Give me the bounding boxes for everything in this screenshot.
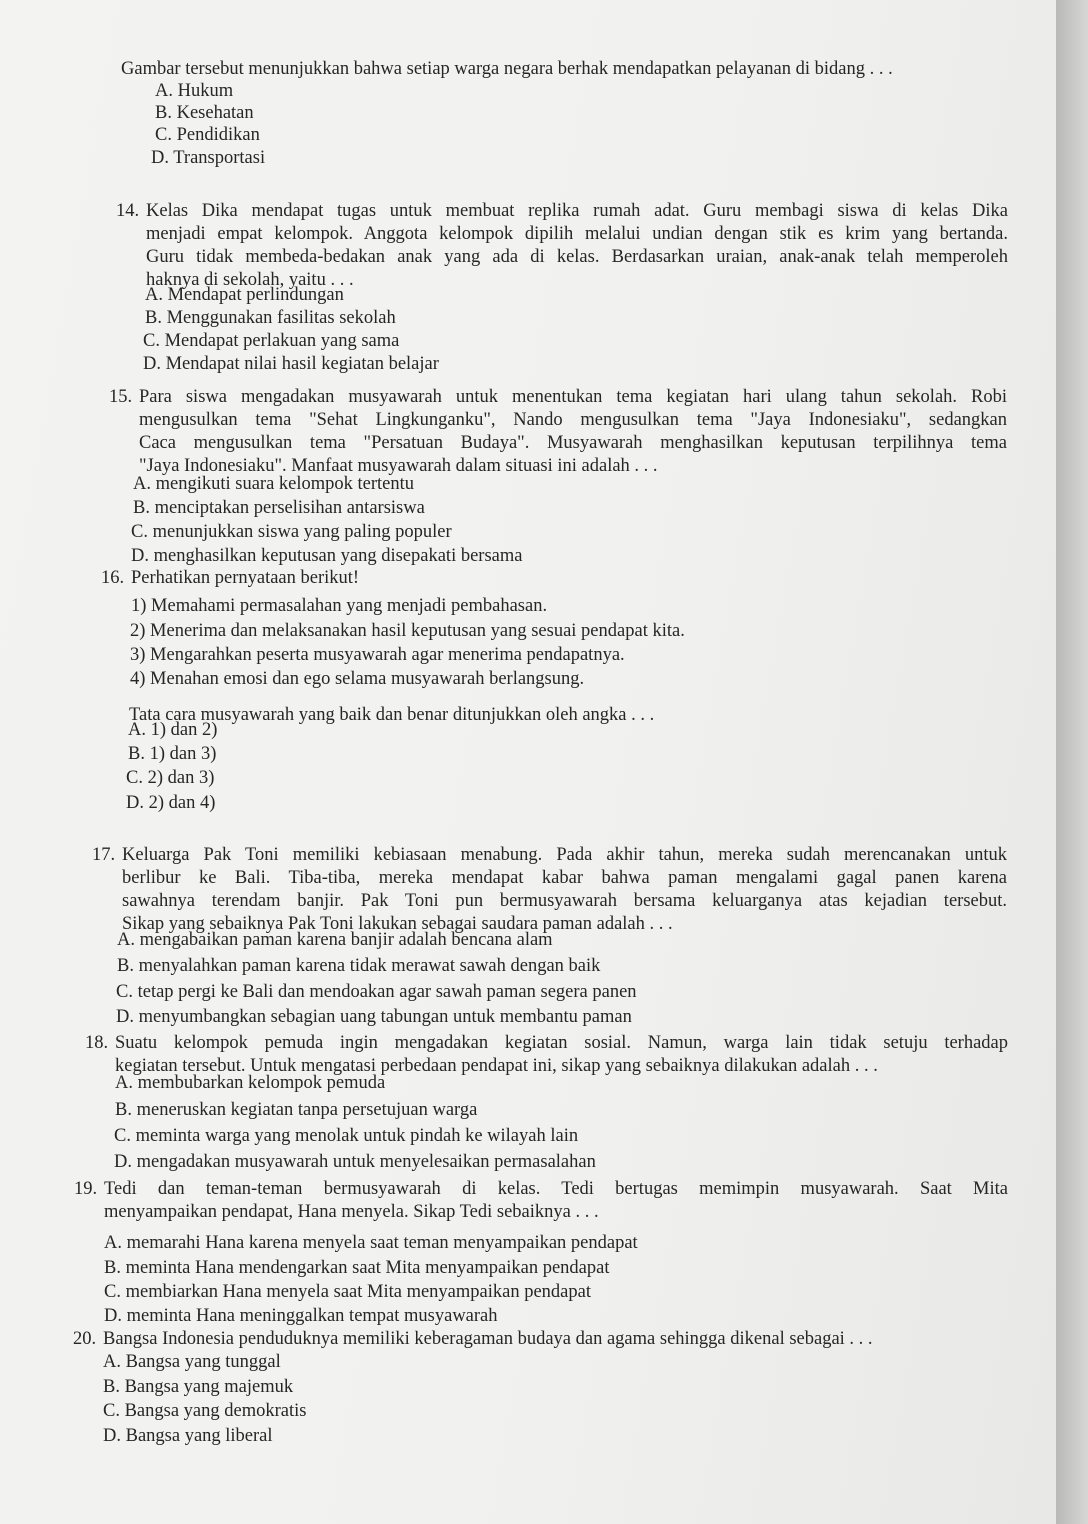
q13-option-a: A. Hukum — [155, 81, 234, 101]
q16-question: Tata cara musyawarah yang baik dan benar ditunjukkan oleh angka . . . — [129, 705, 655, 725]
q14-line-3: Guru tidak membeda-bedakan anak yang ada di kelas. Berdasarkan uraian, anak-anak telah memperoleh — [146, 247, 1008, 267]
q18-option-d: D. mengadakan musyawarah untuk menyelesaikan permasalahan — [114, 1152, 596, 1172]
q20-option-c: C. Bangsa yang demokratis — [103, 1401, 307, 1421]
q19-option-c: C. membiarkan Hana menyela saat Mita menyampaikan pendapat — [104, 1282, 591, 1302]
q17-stem — [92, 844, 1007, 936]
page-edge — [1056, 0, 1088, 1524]
q17-option-b: B. menyalahkan paman karena tidak merawat sawah dengan baik — [117, 956, 601, 976]
q16-option-a: A. 1) dan 2) — [128, 720, 218, 740]
q20-line-1: Bangsa Indonesia penduduknya memiliki keberagaman budaya dan agama sehingga dikenal sebagai . . . — [103, 1329, 873, 1349]
q16-statement-2: 2) Menerima dan melaksanakan hasil keputusan yang sesuai pendapat kita. — [130, 621, 685, 641]
q14-option-d: D. Mendapat nilai hasil kegiatan belajar — [143, 354, 439, 374]
q14-option-c: C. Mendapat perlakuan yang sama — [143, 331, 400, 351]
q18-option-c: C. meminta warga yang menolak untuk pindah ke wilayah lain — [114, 1126, 579, 1146]
q20-option-d: D. Bangsa yang liberal — [103, 1426, 273, 1446]
q14-option-b: B. Menggunakan fasilitas sekolah — [145, 308, 396, 328]
q15-line-3: Caca mengusulkan tema "Persatuan Budaya". Musyawarah menghasilkan keputusan terpilihnya tema — [139, 433, 1007, 453]
q16-statement-4: 4) Menahan emosi dan ego selama musyawarah berlangsung. — [130, 669, 585, 689]
q14-line-1: Kelas Dika mendapat tugas untuk membuat replika rumah adat. Guru membagi siswa di kelas Dika — [146, 201, 1008, 221]
q16-statement-1: 1) Memahami permasalahan yang menjadi pembahasan. — [131, 596, 548, 616]
q15-option-a: A. mengikuti suara kelompok tertentu — [133, 474, 415, 494]
q20-option-a: A. Bangsa yang tunggal — [103, 1352, 281, 1372]
q20-number: 20. — [73, 1329, 97, 1349]
q16-option-c: C. 2) dan 3) — [126, 768, 215, 788]
q15-number: 15. — [109, 387, 133, 407]
q17-option-d: D. menyumbangkan sebagian uang tabungan untuk membantu paman — [116, 1007, 632, 1027]
q14-line-4: haknya di sekolah, yaitu . . . — [146, 270, 354, 290]
q17-line-4: Sikap yang sebaiknya Pak Toni lakukan sebagai saudara paman adalah . . . — [122, 914, 673, 934]
q15-option-c: C. menunjukkan siswa yang paling populer — [131, 522, 452, 542]
q17-option-a: A. mengabaikan paman karena banjir adalah bencana alam — [117, 930, 553, 950]
q16-intro: Perhatikan pernyataan berikut! — [131, 568, 360, 588]
q16-option-b: B. 1) dan 3) — [128, 744, 217, 764]
q17-line-3: sawahnya terendam banjir. Pak Toni pun bermusyawarah bersama keluarganya atas kejadian tersebut. — [122, 891, 1007, 911]
q16-statement-3: 3) Mengarahkan peserta musyawarah agar menerima pendapatnya. — [130, 645, 625, 665]
q19-option-a: A. memarahi Hana karena menyela saat teman menyampaikan pendapat — [104, 1233, 638, 1253]
q18-option-a: A. membubarkan kelompok pemuda — [115, 1073, 386, 1093]
q13-stem — [121, 58, 1001, 81]
q19-stem — [74, 1178, 1008, 1224]
q16-stem — [101, 567, 831, 590]
q13-option-b: B. Kesehatan — [155, 103, 254, 123]
q17-line-1: Keluarga Pak Toni memiliki kebiasaan menabung. Pada akhir tahun, mereka sudah merencanakan untuk — [122, 845, 1007, 865]
q17-number: 17. — [92, 845, 116, 865]
q19-line-1: Tedi dan teman-teman bermusyawarah di kelas. Tedi bertugas memimpin musyawarah. Saat Mita — [104, 1179, 1008, 1199]
q20-stem — [73, 1328, 1013, 1351]
q17-option-c: C. tetap pergi ke Bali dan mendoakan agar sawah paman segera panen — [116, 982, 637, 1002]
q14-option-a: A. Mendapat perlindungan — [145, 285, 344, 305]
q19-line-2: menyampaikan pendapat, Hana menyela. Sikap Tedi sebaiknya . . . — [104, 1202, 599, 1222]
q20-option-b: B. Bangsa yang majemuk — [103, 1377, 294, 1397]
q19-option-b: B. meminta Hana mendengarkan saat Mita menyampaikan pendapat — [104, 1258, 610, 1278]
q18-number: 18. — [85, 1033, 109, 1053]
q15-option-b: B. menciptakan perselisihan antarsiswa — [133, 498, 425, 518]
q15-stem — [109, 386, 1007, 478]
q14-line-2: menjadi empat kelompok. Anggota kelompok dipilih melalui undian dengan stik es krim yang bertanda. — [146, 224, 1008, 244]
q19-option-d: D. meminta Hana meninggalkan tempat musyawarah — [104, 1306, 498, 1326]
q15-line-2: mengusulkan tema "Sehat Lingkunganku", Nando mengusulkan tema "Jaya Indonesiaku", sedangkan — [139, 410, 1007, 430]
q18-option-b: B. meneruskan kegiatan tanpa persetujuan warga — [115, 1100, 478, 1120]
q16-number: 16. — [101, 568, 125, 588]
q15-option-d: D. menghasilkan keputusan yang disepakati bersama — [131, 546, 523, 566]
q19-number: 19. — [74, 1179, 98, 1199]
q17-line-2: berlibur ke Bali. Tiba-tiba, mereka mendapat kabar bahwa paman mengalami gagal panen karena — [122, 868, 1007, 888]
q13-option-d: D. Transportasi — [151, 148, 266, 168]
q13-stem-text: Gambar tersebut menunjukkan bahwa setiap warga negara berhak mendapatkan pelayanan di bidang . . . — [121, 59, 893, 79]
q18-line-2: kegiatan tersebut. Untuk mengatasi perbedaan pendapat ini, sikap yang sebaiknya dilakukan adalah . . . — [115, 1056, 878, 1076]
q16-option-d: D. 2) dan 4) — [126, 793, 216, 813]
q18-line-1: Suatu kelompok pemuda ingin mengadakan kegiatan sosial. Namun, warga lain tidak setuju terhadap — [115, 1033, 1008, 1053]
q15-line-1: Para siswa mengadakan musyawarah untuk menentukan tema kegiatan hari ulang tahun sekolah. Robi — [139, 387, 1007, 407]
q14-stem — [116, 200, 1008, 292]
q15-line-4: "Jaya Indonesiaku". Manfaat musyawarah dalam situasi ini adalah . . . — [139, 456, 658, 476]
q14-number: 14. — [116, 201, 140, 221]
q13-option-c: C. Pendidikan — [155, 125, 260, 145]
